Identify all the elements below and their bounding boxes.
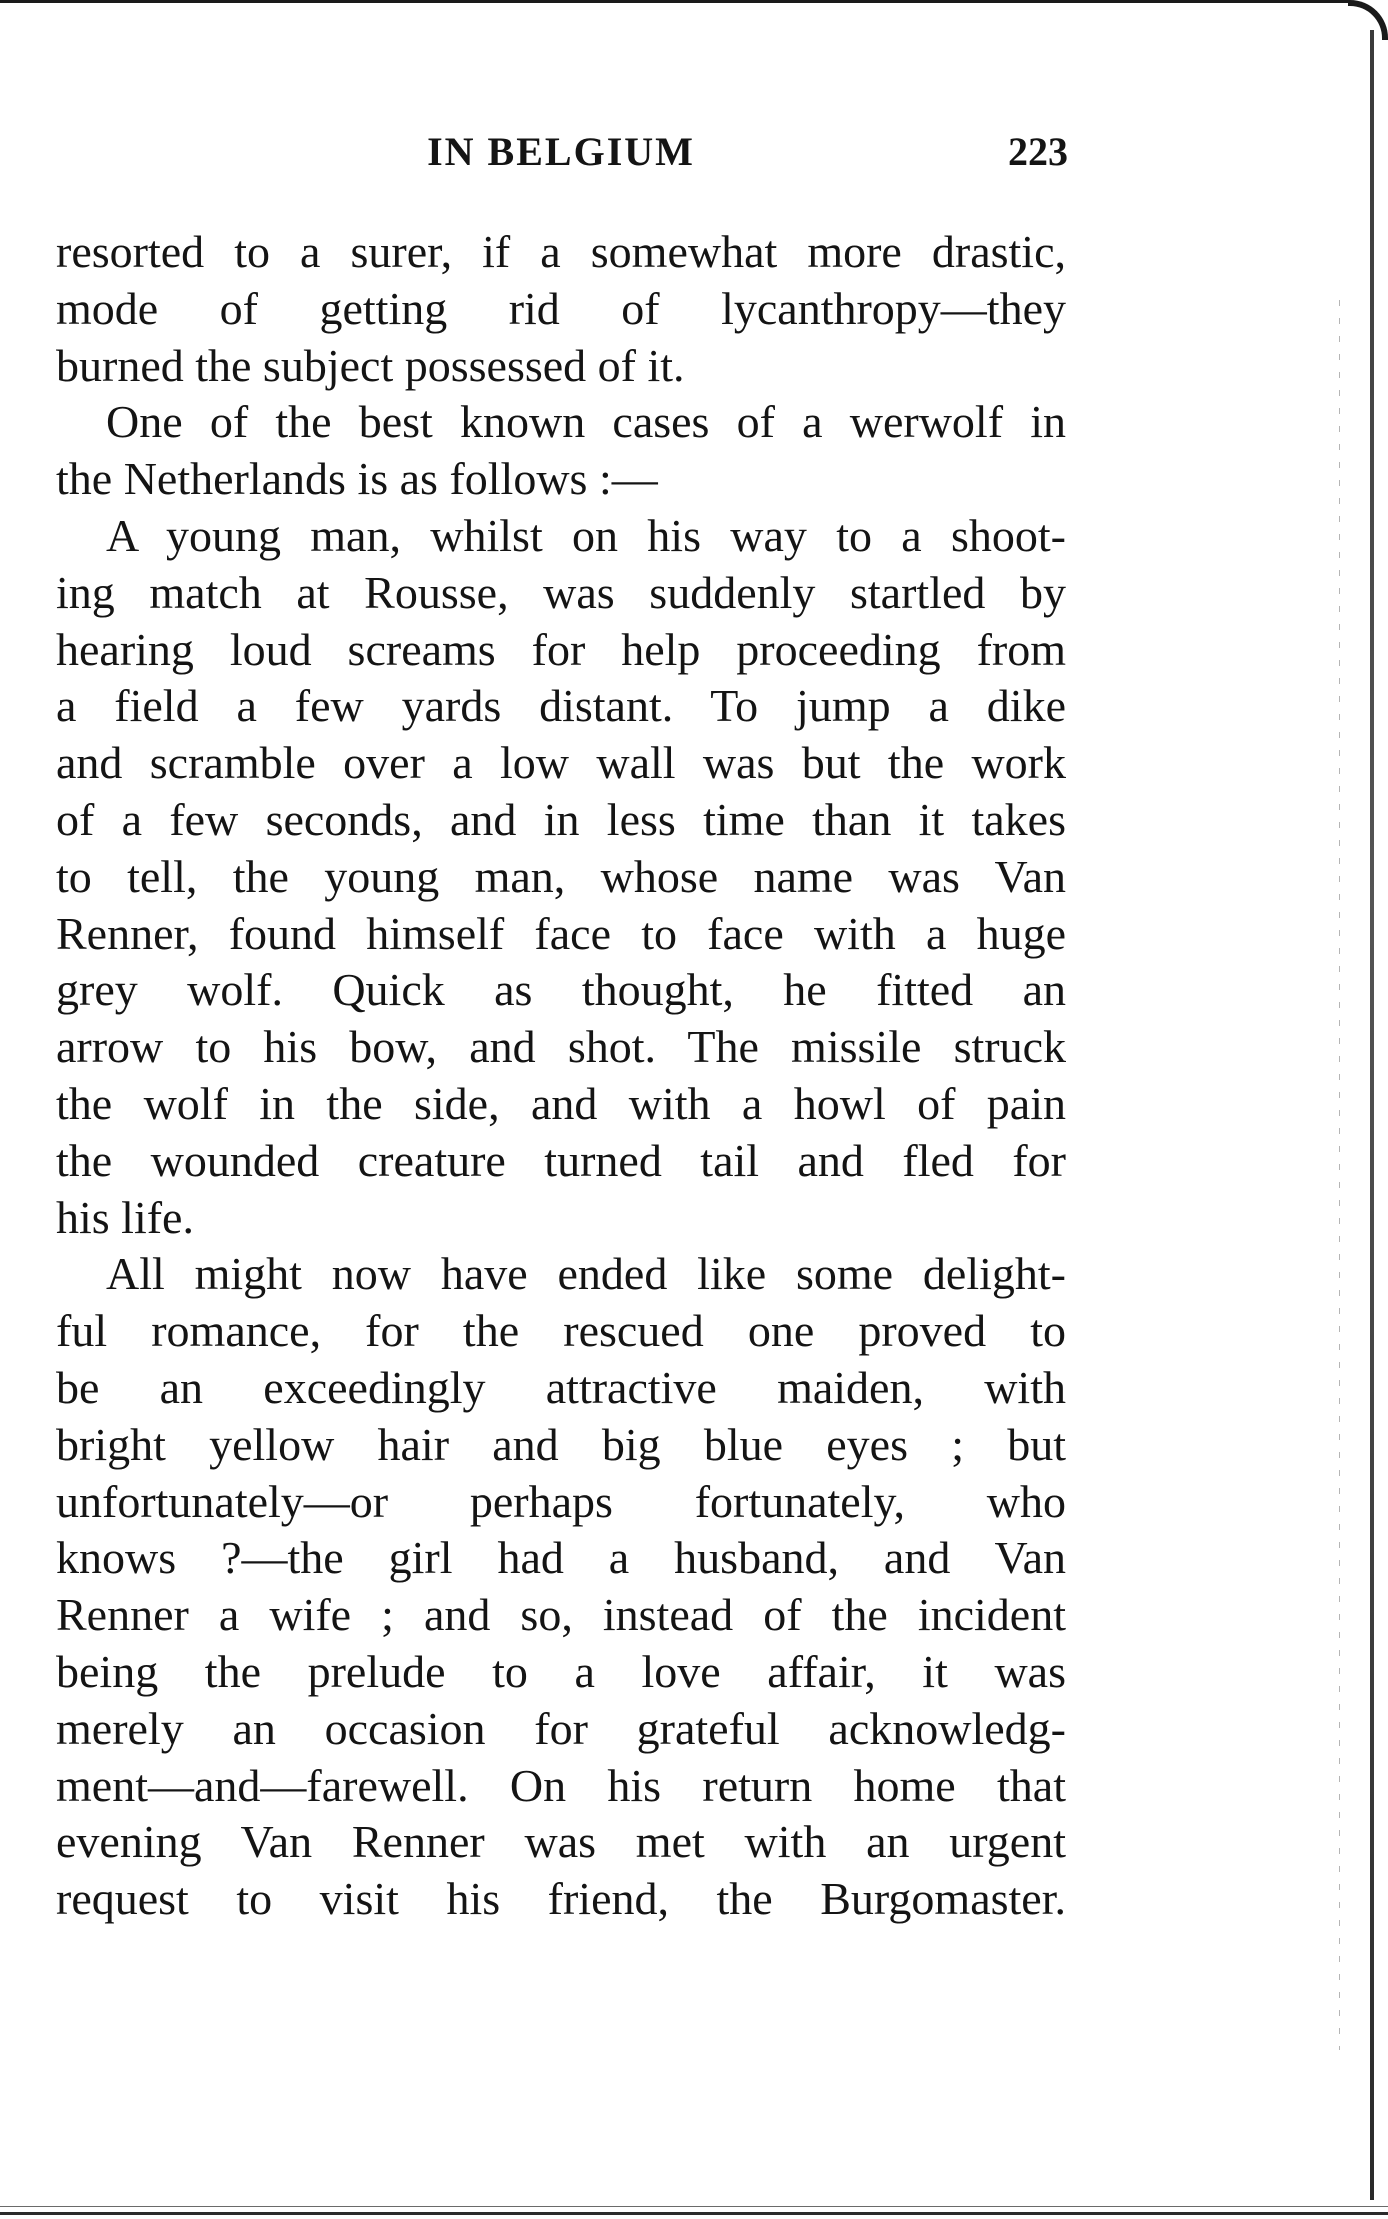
text-line: Renner, found himself face to face with a huge <box>56 907 1066 959</box>
text-line: evening Van Renner was met with an urgent <box>56 1816 1066 1868</box>
text-line: his life. <box>56 1191 194 1243</box>
text-line: arrow to his bow, and shot. The missile struck <box>56 1021 1066 1073</box>
text-line: unfortunately—or perhaps fortunately, who <box>56 1475 1066 1527</box>
body-text <box>56 224 1066 1928</box>
paragraph <box>56 224 1066 394</box>
text-line: the wolf in the side, and with a howl of pain <box>56 1077 1066 1129</box>
text-line: request to visit his friend, the Burgomaster. <box>56 1873 1066 1925</box>
text-line: being the prelude to a love affair, it was <box>56 1645 1066 1697</box>
text-line: hearing loud screams for help proceeding from <box>56 623 1066 675</box>
text-line: of a few seconds, and in less time than it takes <box>56 793 1066 845</box>
text-line: a field a few yards distant. To jump a dike <box>56 680 1066 732</box>
text-line: A young man, whilst on his way to a shoot- <box>106 509 1066 561</box>
scan-edge-right <box>1370 30 1374 2200</box>
text-line: knows ?—the girl had a husband, and Van <box>56 1532 1066 1584</box>
text-line: mode of getting rid of lycanthropy—they <box>56 282 1066 334</box>
page-number: 223 <box>1008 129 1068 174</box>
paragraph <box>56 394 1066 508</box>
text-line: grey wolf. Quick as thought, he fitted an <box>56 964 1066 1016</box>
text-line: resorted to a surer, if a somewhat more drastic, <box>56 226 1066 277</box>
text-line: and scramble over a low wall was but the work <box>56 737 1066 789</box>
text-line: ing match at Rousse, was suddenly startled by <box>56 566 1066 618</box>
scan-edge-right-inner <box>1339 300 1340 2050</box>
text-line: ful romance, for the rescued one proved to <box>56 1305 1066 1357</box>
paragraph <box>56 1246 1066 1928</box>
text-line: merely an occasion for grateful acknowledg- <box>56 1702 1066 1754</box>
text-line: Renner a wife ; and so, instead of the incident <box>56 1589 1066 1641</box>
text-line: to tell, the young man, whose name was Van <box>56 850 1066 902</box>
text-line: One of the best known cases of a werwolf in <box>106 396 1066 448</box>
page-header <box>54 128 1068 178</box>
scan-edge-corner <box>1348 0 1388 40</box>
text-line: burned the subject possessed of it. <box>56 339 685 391</box>
scan-edge-bottom <box>0 2212 1388 2215</box>
scan-edge-top <box>0 0 1350 3</box>
text-line: ment—and—farewell. On his return home that <box>56 1759 1066 1811</box>
running-title: IN BELGIUM <box>427 129 695 174</box>
text-line: bright yellow hair and big blue eyes ; but <box>56 1418 1066 1470</box>
text-line: be an exceedingly attractive maiden, with <box>56 1361 1066 1413</box>
text-line: All might now have ended like some delight- <box>106 1248 1066 1300</box>
scan-edge-bottom-shadow <box>0 2206 1388 2207</box>
paragraph <box>56 508 1066 1246</box>
text-line: the Netherlands is as follows :— <box>56 453 658 505</box>
text-line: the wounded creature turned tail and fled for <box>56 1134 1066 1186</box>
